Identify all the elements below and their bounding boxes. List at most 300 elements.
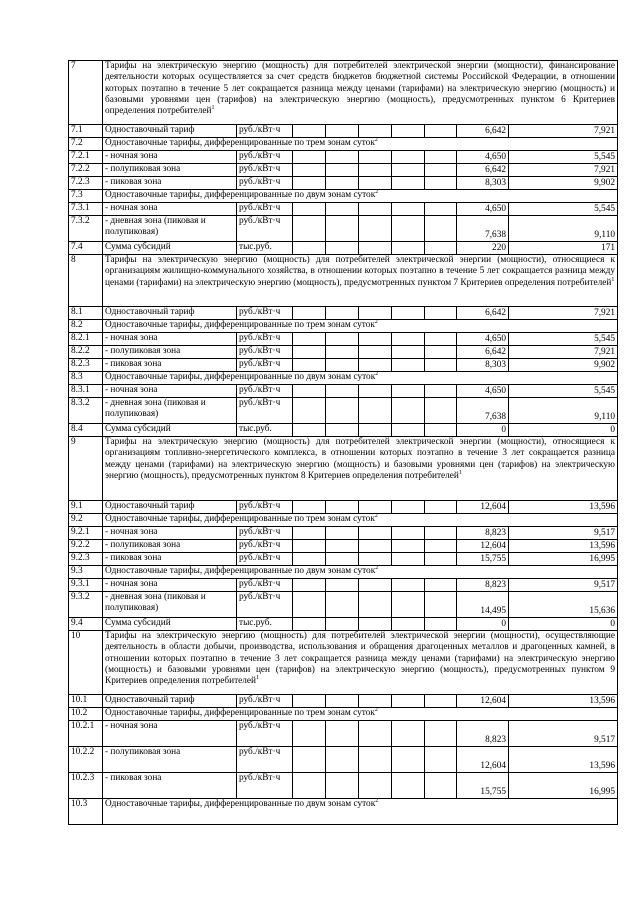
row-unit <box>237 501 293 514</box>
empty-cell <box>326 125 359 138</box>
row-number <box>69 320 103 333</box>
section-number-text: 9 <box>71 437 76 447</box>
row-number <box>69 398 103 424</box>
row-label <box>103 151 237 164</box>
value-col-1-text: 6,642 <box>485 307 506 318</box>
value-col-2 <box>509 773 618 799</box>
empty-cell <box>425 333 457 346</box>
empty-cell <box>425 501 457 514</box>
table-row <box>69 501 618 514</box>
value-col-1 <box>457 151 509 164</box>
empty-cell <box>359 579 392 592</box>
section-number-text: 10 <box>71 631 81 641</box>
empty-cell <box>392 242 425 255</box>
row-unit <box>237 553 293 566</box>
table-row <box>69 385 618 398</box>
value-col-2 <box>509 333 618 346</box>
value-col-2 <box>509 385 618 398</box>
row-label <box>103 398 237 424</box>
row-unit <box>237 424 293 437</box>
empty-cell <box>326 527 359 540</box>
row-number-text: 9.2.3 <box>71 553 90 563</box>
value-col-2 <box>509 177 618 190</box>
row-label-text: Одноставочный тариф <box>105 307 195 317</box>
section-description <box>103 61 618 125</box>
empty-cell <box>392 527 425 540</box>
empty-cell <box>392 164 425 177</box>
row-unit <box>237 747 293 773</box>
footnote-mark: 2 <box>374 706 378 713</box>
table-row <box>69 151 618 164</box>
value-col-1-text: 15,755 <box>480 553 506 564</box>
value-col-1 <box>457 177 509 190</box>
row-label <box>103 773 237 799</box>
empty-cell <box>326 618 359 631</box>
row-number-text: 7.2.1 <box>71 151 90 161</box>
value-col-1-text: 8,823 <box>485 734 506 745</box>
row-label-text: Сумма субсидий <box>105 618 171 628</box>
value-col-1 <box>457 359 509 372</box>
value-col-1 <box>457 216 509 242</box>
empty-cell <box>293 553 326 566</box>
value-col-2-text: 7,921 <box>594 125 615 136</box>
row-label <box>103 177 237 190</box>
row-label-text: Одноставочные тарифы, дифференцированные по двум зонам суток <box>105 799 376 809</box>
footnote-mark: 2 <box>375 370 379 377</box>
empty-cell <box>392 307 425 320</box>
row-number-text: 10.2.3 <box>71 773 95 783</box>
value-col-2 <box>509 125 618 138</box>
row-number <box>69 527 103 540</box>
row-number <box>69 359 103 372</box>
empty-cell <box>326 216 359 242</box>
row-label-text: Одноставочный тариф <box>105 695 195 705</box>
row-label-text: - ночная зона <box>105 333 158 343</box>
row-label <box>103 618 237 631</box>
row-unit-text: руб./кВт·ч <box>239 553 281 563</box>
value-col-1 <box>457 773 509 799</box>
empty-cell <box>359 359 392 372</box>
row-unit <box>237 592 293 618</box>
table-row <box>69 164 618 177</box>
row-number-text: 10.2.1 <box>71 721 95 731</box>
row-number <box>69 501 103 514</box>
row-label-text: - ночная зона <box>105 151 158 161</box>
section-header-row <box>69 631 618 695</box>
section-header-row <box>69 61 618 125</box>
value-col-1 <box>457 242 509 255</box>
table-row <box>69 618 618 631</box>
empty-cell <box>293 398 326 424</box>
table-row <box>69 203 618 216</box>
empty-cell <box>425 242 457 255</box>
value-col-1 <box>457 527 509 540</box>
value-col-2-text: 9,110 <box>594 229 615 240</box>
value-col-1-text: 12,604 <box>480 760 506 771</box>
value-col-2 <box>509 721 618 747</box>
row-number-text: 7.2.3 <box>71 177 90 187</box>
empty-cell <box>392 773 425 799</box>
empty-cell <box>359 618 392 631</box>
row-unit <box>237 398 293 424</box>
footnote-mark: 2 <box>374 136 378 143</box>
row-unit-text: руб./кВт·ч <box>239 346 281 356</box>
empty-cell <box>326 540 359 553</box>
row-number-text: 10.2.2 <box>71 747 95 757</box>
row-number-text: 8.3.1 <box>71 385 90 395</box>
row-unit-text: руб./кВт·ч <box>239 333 281 343</box>
empty-cell <box>293 695 326 708</box>
value-col-1 <box>457 618 509 631</box>
table-row <box>69 773 618 799</box>
row-number-text: 10.2 <box>71 708 88 718</box>
row-unit-text: руб./кВт·ч <box>239 592 281 602</box>
row-unit <box>237 164 293 177</box>
section-number <box>69 61 103 125</box>
subheader-row <box>69 566 618 579</box>
value-col-2-text: 7,921 <box>594 346 615 357</box>
empty-cell <box>326 747 359 773</box>
value-col-2 <box>509 695 618 708</box>
row-number-text: 7.3 <box>71 190 83 200</box>
empty-cell <box>359 398 392 424</box>
row-label <box>103 708 618 721</box>
value-col-1 <box>457 125 509 138</box>
value-col-1 <box>457 592 509 618</box>
empty-cell <box>392 346 425 359</box>
value-col-2-text: 16,995 <box>589 553 615 564</box>
row-number <box>69 242 103 255</box>
row-number <box>69 695 103 708</box>
row-label <box>103 799 618 825</box>
row-label-text: Одноставочные тарифы, дифференцированные по двум зонам суток <box>105 566 376 576</box>
subheader-row <box>69 799 618 825</box>
row-unit <box>237 385 293 398</box>
value-col-2-text: 5,545 <box>594 385 615 396</box>
row-number <box>69 333 103 346</box>
row-label-text: Одноставочные тарифы, дифференцированные по двум зонам суток <box>105 190 376 200</box>
row-unit-text: руб./кВт·ч <box>239 177 281 187</box>
empty-cell <box>359 553 392 566</box>
value-col-2-text: 9,110 <box>594 411 615 422</box>
table-row <box>69 424 618 437</box>
row-label <box>103 695 237 708</box>
row-unit <box>237 177 293 190</box>
empty-cell <box>293 618 326 631</box>
section-header-row <box>69 255 618 307</box>
row-label <box>103 592 237 618</box>
row-unit-text: руб./кВт·ч <box>239 501 281 511</box>
row-number-text: 7.1 <box>71 125 83 135</box>
row-number <box>69 190 103 203</box>
value-col-2-text: 5,545 <box>594 151 615 162</box>
value-col-1-text: 6,642 <box>485 164 506 175</box>
value-col-1 <box>457 333 509 346</box>
row-number-text: 10.1 <box>71 695 88 705</box>
table-row <box>69 721 618 747</box>
empty-cell <box>293 151 326 164</box>
empty-cell <box>425 125 457 138</box>
empty-cell <box>326 203 359 216</box>
row-number-text: 8.1 <box>71 307 83 317</box>
footnote-mark: 2 <box>374 512 378 519</box>
empty-cell <box>359 164 392 177</box>
row-label-text: - ночная зона <box>105 203 158 213</box>
row-unit <box>237 151 293 164</box>
row-label <box>103 721 237 747</box>
value-col-1 <box>457 501 509 514</box>
empty-cell <box>425 618 457 631</box>
value-col-2 <box>509 346 618 359</box>
value-col-2 <box>509 307 618 320</box>
row-number-text: 7.2.2 <box>71 164 90 174</box>
empty-cell <box>359 203 392 216</box>
row-number <box>69 307 103 320</box>
empty-cell <box>359 307 392 320</box>
value-col-2 <box>509 151 618 164</box>
empty-cell <box>359 346 392 359</box>
value-col-2-text: 9,517 <box>594 734 615 745</box>
row-number <box>69 164 103 177</box>
value-col-1-text: 12,604 <box>480 695 506 706</box>
value-col-2-text: 9,902 <box>594 359 615 370</box>
empty-cell <box>293 592 326 618</box>
row-unit-text: руб./кВт·ч <box>239 773 281 783</box>
section-number <box>69 631 103 695</box>
value-col-2 <box>509 398 618 424</box>
value-col-1-text: 8,823 <box>485 579 506 590</box>
value-col-2-text: 13,596 <box>589 760 615 771</box>
footnote-mark: 2 <box>374 318 378 325</box>
empty-cell <box>425 164 457 177</box>
section-description-text: Тарифы на электрическую энергию (мощность) для потребителей электрической энергии (мощности), относящиеся к организациям жилищно-коммунального хозяйства, в отношении которых поэтапно в течение 5 лет сокращается разница между ценами (тарифами) на электрическую энергию (мощность), предусмотренных пунктом 7 Критериев определения потребителей <box>105 255 615 288</box>
row-unit-text: руб./кВт·ч <box>239 359 281 369</box>
row-label <box>103 203 237 216</box>
empty-cell <box>293 385 326 398</box>
table-row <box>69 216 618 242</box>
value-col-1-text: 8,303 <box>485 177 506 188</box>
empty-cell <box>326 424 359 437</box>
empty-cell <box>293 307 326 320</box>
empty-cell <box>326 695 359 708</box>
value-col-2 <box>509 164 618 177</box>
row-unit <box>237 359 293 372</box>
row-label-text: Одноставочные тарифы, дифференцированные по трем зонам суток <box>105 138 375 148</box>
subheader-row <box>69 138 618 151</box>
row-label-text: - полупиковая зона <box>105 747 181 757</box>
row-label-text: - дневная зона (пиковая и полупиковая) <box>105 216 206 238</box>
row-label <box>103 320 618 333</box>
row-unit-text: руб./кВт·ч <box>239 203 281 213</box>
row-number <box>69 708 103 721</box>
row-unit-text: руб./кВт·ч <box>239 579 281 589</box>
table-row <box>69 125 618 138</box>
empty-cell <box>359 385 392 398</box>
empty-cell <box>326 398 359 424</box>
row-unit-text: руб./кВт·ч <box>239 721 281 731</box>
value-col-2 <box>509 424 618 437</box>
value-col-2-text: 16,995 <box>589 786 615 797</box>
row-unit-text: руб./кВт·ч <box>239 747 281 757</box>
row-label-text: Одноставочные тарифы, дифференцированные по трем зонам суток <box>105 514 375 524</box>
row-label <box>103 372 618 385</box>
empty-cell <box>425 424 457 437</box>
empty-cell <box>293 203 326 216</box>
row-label <box>103 553 237 566</box>
row-number-text: 9.1 <box>71 501 83 511</box>
row-unit <box>237 721 293 747</box>
value-col-1-text: 7,638 <box>485 411 506 422</box>
empty-cell <box>326 242 359 255</box>
row-number <box>69 424 103 437</box>
empty-cell <box>425 540 457 553</box>
empty-cell <box>293 424 326 437</box>
table-row <box>69 579 618 592</box>
row-number-text: 8.2.1 <box>71 333 90 343</box>
value-col-2 <box>509 359 618 372</box>
value-col-1 <box>457 398 509 424</box>
value-col-1-text: 7,638 <box>485 229 506 240</box>
row-label <box>103 242 237 255</box>
empty-cell <box>326 177 359 190</box>
empty-cell <box>425 553 457 566</box>
empty-cell <box>392 540 425 553</box>
empty-cell <box>359 747 392 773</box>
row-label <box>103 385 237 398</box>
row-label-text: - пиковая зона <box>105 553 162 563</box>
footnote-mark: 1 <box>458 469 462 476</box>
value-col-1 <box>457 385 509 398</box>
row-label-text: - полупиковая зона <box>105 164 181 174</box>
row-label <box>103 190 618 203</box>
row-unit-text: руб./кВт·ч <box>239 151 281 161</box>
value-col-2 <box>509 203 618 216</box>
subheader-row <box>69 708 618 721</box>
row-number-text: 9.3.2 <box>71 592 90 602</box>
subheader-row <box>69 372 618 385</box>
row-label <box>103 527 237 540</box>
value-col-1-text: 12,604 <box>480 540 506 551</box>
section-description-text: Тарифы на электрическую энергию (мощность) для потребителей электрической энергии (мощности), осуществляющие деятельность в области добычи, производства, использования и обращения драгоценных металлов и драгоценных камней, в отношении которых поэтапно в течение 3 лет сокращается разница между ценами (тарифами) на электрическую энергию (мощность) и базовыми уровнями цен (тарифов) на электрическую энергию (мощность), предусмотренных пунктом 9 Критериев определения потребителей <box>105 631 615 687</box>
row-number <box>69 799 103 825</box>
footnote-mark: 1 <box>211 105 215 112</box>
row-label-text: - полупиковая зона <box>105 540 181 550</box>
empty-cell <box>359 216 392 242</box>
empty-cell <box>293 333 326 346</box>
table-row <box>69 695 618 708</box>
value-col-1-text: 8,823 <box>485 527 506 538</box>
value-col-2 <box>509 553 618 566</box>
empty-cell <box>392 747 425 773</box>
row-label-text: Сумма субсидий <box>105 424 171 434</box>
empty-cell <box>293 346 326 359</box>
value-col-2-text: 13,596 <box>589 695 615 706</box>
row-label <box>103 540 237 553</box>
empty-cell <box>293 579 326 592</box>
row-label-text: Одноставочный тариф <box>105 125 195 135</box>
row-label-text: - ночная зона <box>105 721 158 731</box>
row-label-text: Одноставочные тарифы, дифференцированные по трем зонам суток <box>105 708 375 718</box>
row-label-text: - ночная зона <box>105 579 158 589</box>
subheader-row <box>69 190 618 203</box>
row-label-text: Одноставочные тарифы, дифференцированные по двум зонам суток <box>105 372 376 382</box>
empty-cell <box>293 540 326 553</box>
row-label <box>103 346 237 359</box>
row-label-text: - ночная зона <box>105 527 158 537</box>
footnote-mark: 2 <box>375 797 379 804</box>
footnote-mark: 1 <box>611 276 615 283</box>
section-description <box>103 255 618 307</box>
row-number-text: 8.2.2 <box>71 346 90 356</box>
value-col-1 <box>457 721 509 747</box>
row-number <box>69 125 103 138</box>
value-col-2-text: 9,517 <box>594 527 615 538</box>
empty-cell <box>359 501 392 514</box>
row-number <box>69 385 103 398</box>
footnote-mark: 2 <box>375 564 379 571</box>
row-number <box>69 151 103 164</box>
empty-cell <box>425 385 457 398</box>
value-col-1 <box>457 424 509 437</box>
section-description-text: Тарифы на электрическую энергию (мощность) для потребителей электрической энергии (мощности), относящиеся к организациям топливно-энергетического комплекса, в отношении которых поэтапно в течение 3 лет сокращается разница между ценами (тарифами) на электрическую энергию (мощность) и базовыми уровнями цен (тарифов) на электрическую энергию (мощность), предусмотренных пунктом 8 Критериев определения потребителей <box>105 437 615 481</box>
value-col-2-text: 13,596 <box>589 501 615 512</box>
empty-cell <box>293 721 326 747</box>
row-unit <box>237 527 293 540</box>
row-unit-text: тыс.руб. <box>239 618 272 628</box>
row-unit-text: руб./кВт·ч <box>239 307 281 317</box>
empty-cell <box>392 695 425 708</box>
value-col-2-text: 0 <box>610 618 615 629</box>
empty-cell <box>392 579 425 592</box>
value-col-1-text: 4,650 <box>485 333 506 344</box>
table-row <box>69 398 618 424</box>
empty-cell <box>326 501 359 514</box>
row-number-text: 7.4 <box>71 242 83 252</box>
value-col-2 <box>509 618 618 631</box>
table-row <box>69 177 618 190</box>
row-number-text: 9.2.2 <box>71 540 90 550</box>
row-label-text: - пиковая зона <box>105 359 162 369</box>
empty-cell <box>326 164 359 177</box>
value-col-2-text: 13,596 <box>589 540 615 551</box>
value-col-1 <box>457 203 509 216</box>
row-label <box>103 216 237 242</box>
empty-cell <box>425 721 457 747</box>
value-col-2 <box>509 592 618 618</box>
value-col-1-text: 0 <box>501 618 506 629</box>
value-col-2-text: 7,921 <box>594 307 615 318</box>
empty-cell <box>293 527 326 540</box>
value-col-2 <box>509 540 618 553</box>
value-col-1 <box>457 747 509 773</box>
value-col-2-text: 7,921 <box>594 164 615 175</box>
row-unit-text: руб./кВт·ч <box>239 125 281 135</box>
empty-cell <box>425 592 457 618</box>
row-number <box>69 618 103 631</box>
value-col-1-text: 8,303 <box>485 359 506 370</box>
empty-cell <box>392 398 425 424</box>
row-number-text: 9.2.1 <box>71 527 90 537</box>
empty-cell <box>293 747 326 773</box>
empty-cell <box>425 398 457 424</box>
tariff-table-body <box>69 61 618 825</box>
empty-cell <box>359 151 392 164</box>
value-col-2-text: 9,902 <box>594 177 615 188</box>
value-col-2 <box>509 501 618 514</box>
empty-cell <box>359 242 392 255</box>
footnote-mark: 2 <box>375 188 379 195</box>
value-col-2 <box>509 579 618 592</box>
